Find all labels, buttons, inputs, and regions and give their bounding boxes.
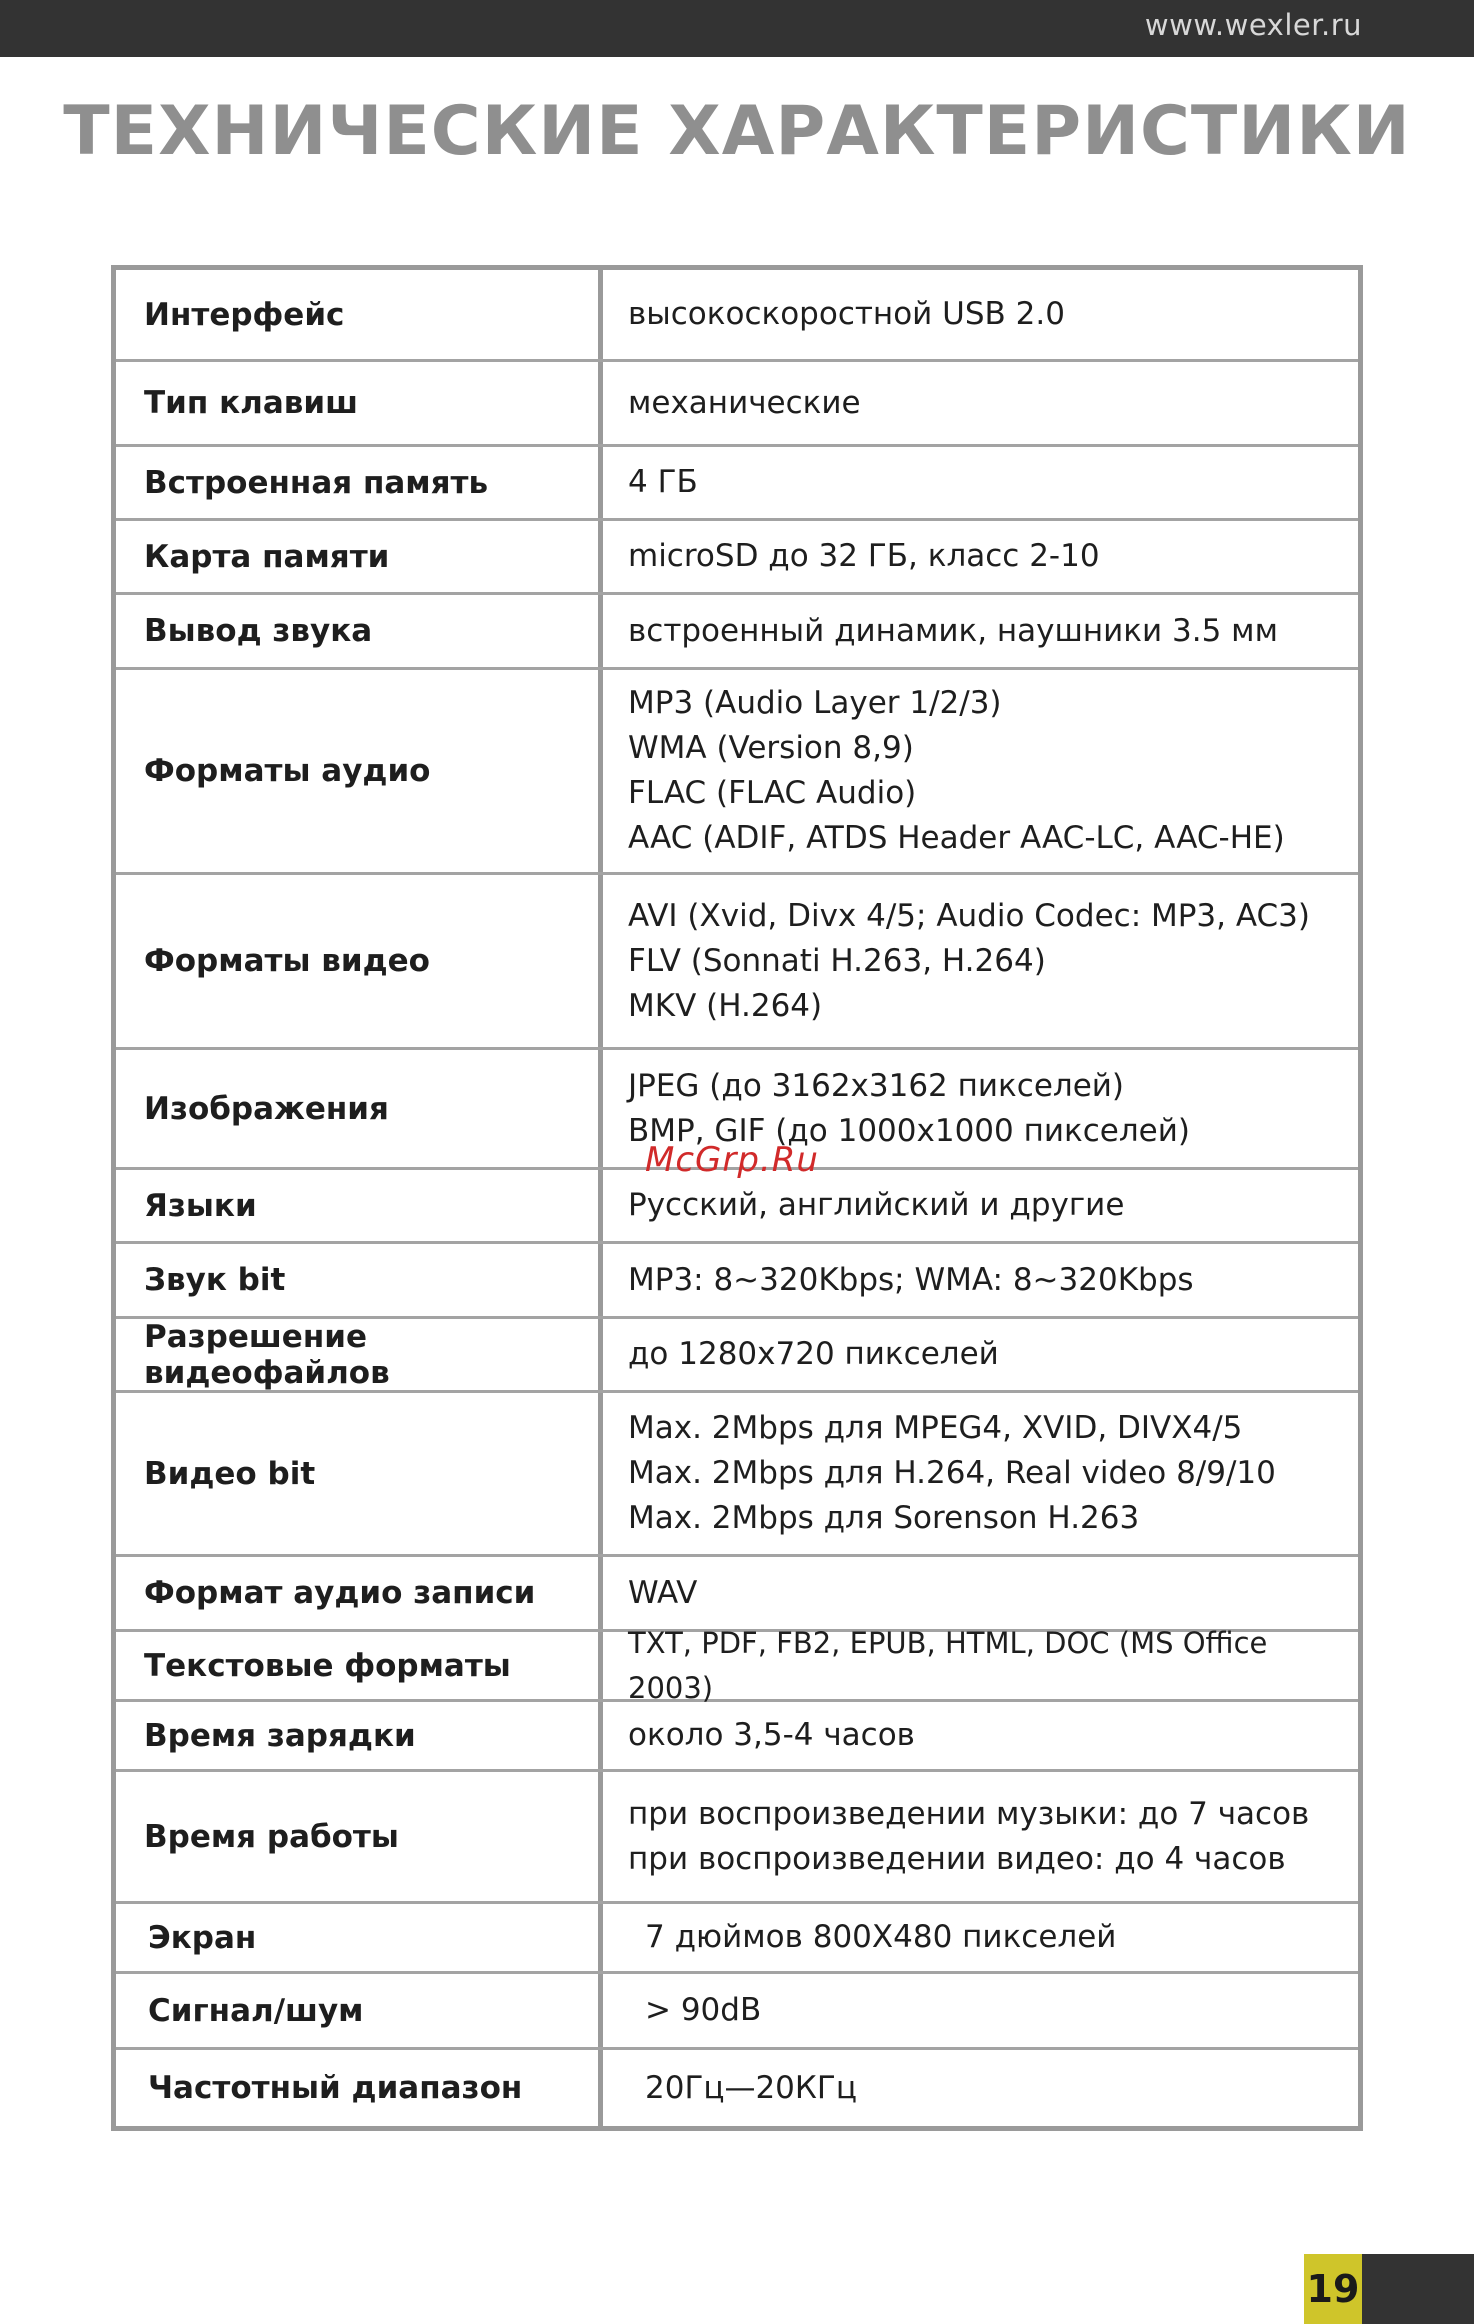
spec-value-line: WMA (Version 8,9) bbox=[628, 730, 914, 766]
spec-value-line: Русский, английский и другие bbox=[628, 1187, 1125, 1223]
spec-value bbox=[603, 1625, 1358, 1705]
spec-value bbox=[603, 2050, 1358, 2126]
table-row bbox=[116, 2047, 1358, 2126]
table-row bbox=[116, 1971, 1358, 2047]
table-row bbox=[116, 592, 1358, 667]
spec-value bbox=[603, 362, 1358, 444]
spec-value bbox=[603, 1319, 1358, 1390]
spec-value-line: MP3 (Audio Layer 1/2/3) bbox=[628, 685, 1002, 721]
spec-value-line: BMP, GIF (до 1000x1000 пикселей) bbox=[628, 1112, 1190, 1149]
spec-label: Видео bit bbox=[116, 1393, 603, 1554]
table-row bbox=[116, 1901, 1358, 1971]
table-row bbox=[116, 1241, 1358, 1316]
spec-label: Вывод звука bbox=[116, 595, 603, 667]
spec-label: Время работы bbox=[116, 1772, 603, 1901]
spec-label: Текстовые форматы bbox=[116, 1632, 603, 1699]
table-row bbox=[116, 1625, 1358, 1705]
spec-label: Языки bbox=[116, 1170, 603, 1241]
page-number: 19 bbox=[1304, 2254, 1362, 2324]
spec-value-line: microSD до 32 ГБ, класс 2-10 bbox=[628, 538, 1100, 574]
spec-value-line: до 1280x720 пикселей bbox=[628, 1336, 999, 1372]
spec-value-line: AAC (ADIF, ATDS Header AAC-LC, AAC-HE) bbox=[628, 820, 1285, 856]
spec-label: Экран bbox=[116, 1904, 603, 1971]
spec-value-line: TXT, PDF, FB2, EPUB, HTML, DOC (MS Office 2003) bbox=[628, 1625, 1268, 1705]
spec-table bbox=[111, 265, 1363, 2131]
table-row bbox=[116, 1769, 1358, 1901]
table-row bbox=[116, 1699, 1358, 1769]
spec-label: Интерфейс bbox=[116, 270, 603, 359]
watermark: McGrp.Ru bbox=[645, 1140, 819, 1180]
spec-value-line: > 90dB bbox=[645, 1992, 762, 2028]
table-row bbox=[116, 444, 1358, 518]
spec-label: Форматы аудио bbox=[116, 670, 603, 872]
spec-value bbox=[603, 595, 1358, 667]
table-row bbox=[116, 1316, 1358, 1390]
spec-value-line: AVI (Xvid, Divx 4/5; Audio Codec: MP3, AC3) bbox=[628, 897, 1310, 934]
spec-value bbox=[603, 875, 1358, 1047]
spec-value-line: WAV bbox=[628, 1574, 698, 1611]
spec-label: Форматы видео bbox=[116, 875, 603, 1047]
spec-value-line: встроенный динамик, наушники 3.5 мм bbox=[628, 612, 1278, 649]
spec-value bbox=[603, 1244, 1358, 1316]
spec-value bbox=[603, 270, 1358, 359]
spec-value bbox=[603, 1904, 1358, 1971]
spec-value-line: при воспроизведении видео: до 4 часов bbox=[628, 1840, 1286, 1877]
spec-label: Частотный диапазон bbox=[116, 2050, 603, 2126]
header-bar bbox=[0, 0, 1474, 57]
spec-label: Изображения bbox=[116, 1050, 603, 1167]
spec-value bbox=[603, 521, 1358, 592]
spec-value-line: Max. 2Mbps для H.264, Real video 8/9/10 bbox=[628, 1455, 1276, 1491]
spec-label: Сигнал/шум bbox=[116, 1974, 603, 2047]
spec-value-line: при воспроизведении музыки: до 7 часов bbox=[628, 1795, 1310, 1832]
spec-label: Время зарядки bbox=[116, 1702, 603, 1769]
spec-value-line: около 3,5-4 часов bbox=[628, 1717, 915, 1753]
spec-value bbox=[603, 1557, 1358, 1629]
table-row bbox=[116, 518, 1358, 592]
spec-label: Встроенная память bbox=[116, 447, 603, 518]
spec-value-line: Max. 2Mbps для Sorenson H.263 bbox=[628, 1500, 1140, 1536]
spec-label: Звук bit bbox=[116, 1244, 603, 1316]
spec-value-line: Max. 2Mbps для MPEG4, XVID, DIVX4/5 bbox=[628, 1410, 1243, 1446]
footer-bar bbox=[1362, 2254, 1474, 2324]
table-row bbox=[116, 667, 1358, 872]
spec-label: Формат аудио записи bbox=[116, 1557, 603, 1629]
spec-value bbox=[603, 447, 1358, 518]
spec-label: Разрешение видеофайлов bbox=[116, 1319, 603, 1390]
spec-value-line: JPEG (до 3162x3162 пикселей) bbox=[628, 1067, 1125, 1104]
spec-value-line: высокоскоростной USB 2.0 bbox=[628, 296, 1065, 332]
spec-value bbox=[603, 1170, 1358, 1241]
table-row bbox=[116, 270, 1358, 359]
table-row bbox=[116, 359, 1358, 444]
table-row bbox=[116, 872, 1358, 1047]
spec-value bbox=[603, 670, 1358, 872]
spec-value-line: 20Гц—20КГц bbox=[645, 2069, 857, 2106]
page-title: ТЕХНИЧЕСКИЕ ХАРАКТЕРИСТИКИ bbox=[63, 92, 1411, 171]
spec-value-line: MP3: 8~320Kbps; WMA: 8~320Kbps bbox=[628, 1261, 1194, 1298]
spec-value-line: 4 ГБ bbox=[628, 464, 698, 500]
spec-label: Тип клавиш bbox=[116, 362, 603, 444]
spec-value-line: механические bbox=[628, 384, 861, 421]
table-row bbox=[116, 1390, 1358, 1554]
spec-value bbox=[603, 1974, 1358, 2047]
spec-value-line: MKV (H.264) bbox=[628, 987, 823, 1024]
spec-label: Карта памяти bbox=[116, 521, 603, 592]
spec-value bbox=[603, 1772, 1358, 1901]
spec-value-line: FLV (Sonnati H.263, H.264) bbox=[628, 942, 1046, 979]
table-row bbox=[116, 1554, 1358, 1629]
site-url[interactable]: www.wexler.ru bbox=[1144, 8, 1362, 42]
spec-value bbox=[603, 1393, 1358, 1554]
spec-value-line: 7 дюймов 800X480 пикселей bbox=[645, 1919, 1117, 1955]
spec-value-line: FLAC (FLAC Audio) bbox=[628, 775, 917, 811]
spec-value bbox=[603, 1702, 1358, 1769]
